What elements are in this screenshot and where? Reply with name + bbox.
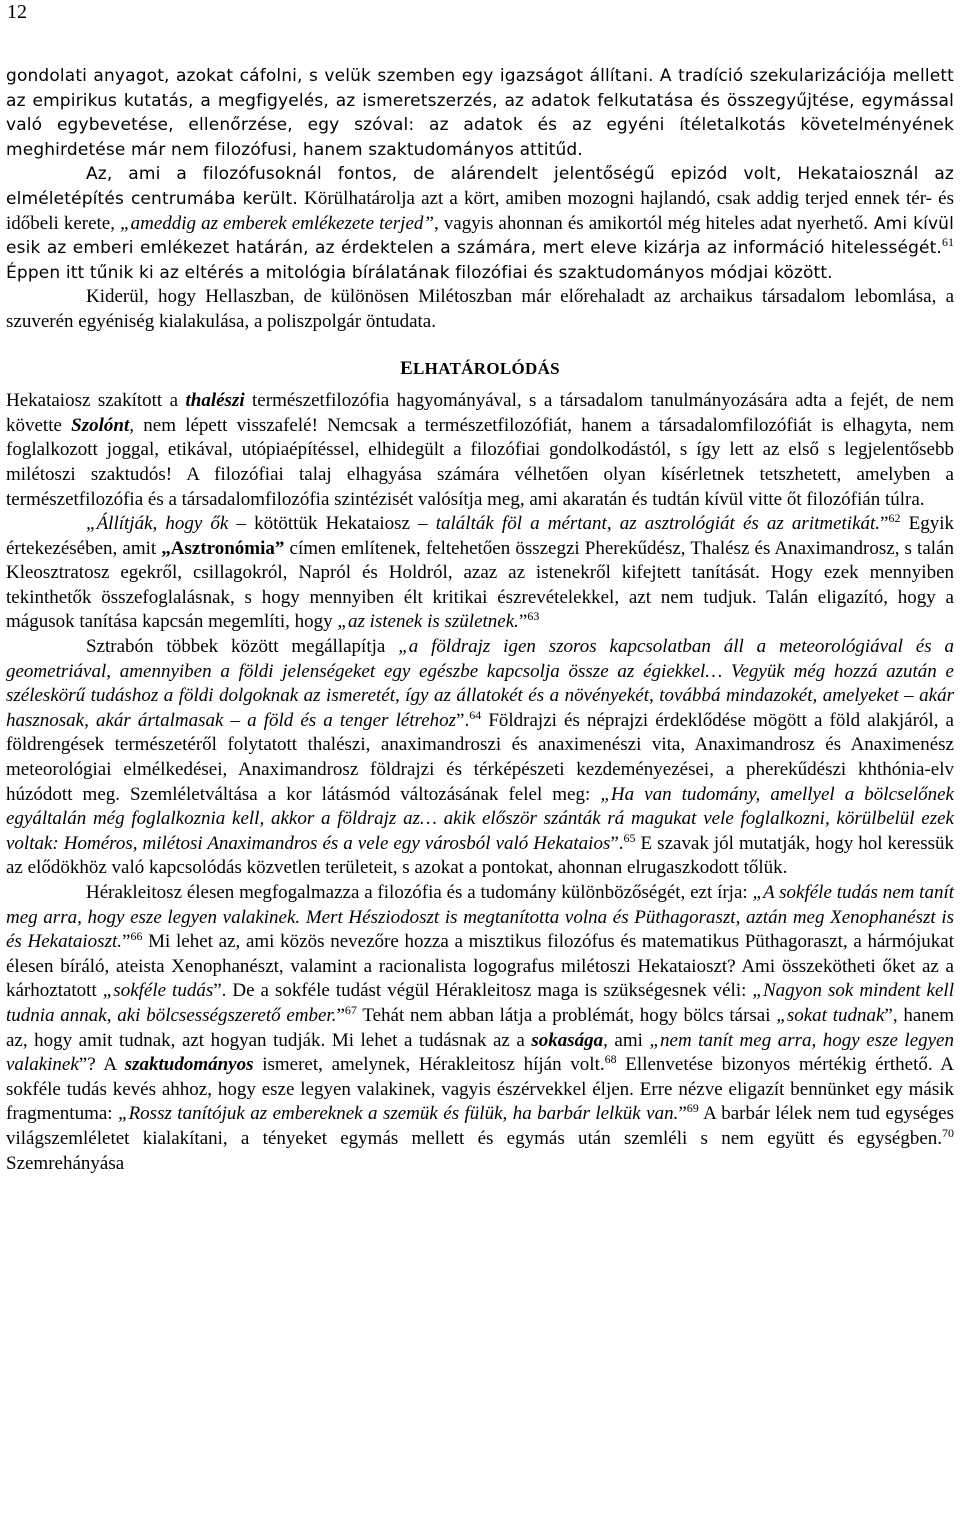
- text-run: Hérakleitosz élesen megfogalmazza a filozófia és a tudomány különbözőségét, ezt írja:: [86, 882, 753, 903]
- footnote-ref-65[interactable]: 65: [623, 830, 636, 845]
- quote-italic: találták föl a mértant, az asztrológiát és az aritmetikát.: [435, 513, 881, 535]
- text-run: E szavak jól mutatják, hogy hol keressük az elődökhöz való kapcsolódás közvetlen területeit, s azokat a pontokat, ahonnan elrugaszkodott tőlük.: [6, 832, 954, 879]
- quote-italic: „Ha van tudomány, amellyel a bölcselőnek egyáltalán még foglalkoznia kell, akkor a földrajz az… akik először szánták rá magukat vele foglalkozni, körülbelül ezek voltak: Homéros, milétosi Anaximandros és a vele egy városból való Hekataios: [6, 783, 954, 854]
- text-run: természetfilozófia hagyományával, s a társadalom tanulmányozására adta a fejét, de nem követte: [6, 390, 954, 436]
- text-run: Kiderül, hogy Hellaszban, de különösen Milétoszban már előrehaladt az archaikus társadalom lebomlása, a szuverén egyéniség kialakulása, a poliszpolgár öntudata.: [6, 286, 954, 332]
- text-run: ”: [678, 1103, 687, 1125]
- heading-rest: LHATÁROLÓDÁS: [413, 358, 560, 378]
- quote-italic: „nem tanít meg arra, hogy esze legyen valakinek: [6, 1029, 954, 1076]
- quote-italic: „a földrajz igen szoros kapcsolatban áll a meteorológiával és a geometriával, amennyiben a földi jelenségeket egy egészbe kapcsolja össze az égiekkel… Vegyük még hozzá azután e széleskörű tudáshoz a földi dolgoknak az ismeretét, így az állatokét és a növényekét, továbbá mindazokét, amelyeket – akár hasznosak, akár ártalmasak – a föld és a tenger létrehoz: [6, 636, 954, 731]
- text-run: Sztrabón többek között megállapítja: [86, 636, 399, 658]
- text-run: ”. De a sokféle tudást végül Hérakleitosz maga is szükségesnek véli:: [213, 980, 753, 1002]
- text-run: ”: [336, 1004, 345, 1026]
- text-run: Tehát nem abban látja a problémát, hogy bölcs társai: [356, 1004, 777, 1026]
- text-run: , nem lépett visszafelé! Nemcsak a természetfilozófiát, hanem a társadalomfilozófiát is elhagyta, nem foglalkozott joggal, etikával, utópiaépítéssel, elhidegült a filozófiai gondolkodástól, s így lett az első s legjelentősebb milétoszi szaktudós! A filozófiai talaj elhagyása számára vélhetően olyan kísérletnek tetszhetett, amelyben a természetfilozófia és a társadalomfilozófia szintézisét valósítja meg, ami akaratán és tudtán kívül vitte őt filozófián túlra.: [6, 414, 954, 510]
- paragraph-5: [6, 512, 954, 635]
- text-run: – kötöttük Hekataiosz –: [228, 513, 436, 535]
- text-run: ”? A: [78, 1054, 125, 1076]
- text-run: ”: [880, 513, 889, 535]
- section-heading: [6, 357, 954, 382]
- quote-italic: „Állítják, hogy ők: [86, 513, 229, 535]
- text-run: ”: [518, 611, 528, 633]
- book-title: Asztronómia: [170, 537, 275, 559]
- page-number: 12: [7, 1, 27, 23]
- quote-italic: „Rossz tanítójuk az embereknek a szemük és fülük, ha barbár lelkük van.: [118, 1103, 679, 1125]
- text-run: ”.: [610, 832, 624, 854]
- footnote-ref-63[interactable]: 63: [527, 609, 540, 624]
- footnote-ref-62[interactable]: 62: [888, 511, 901, 526]
- text-run: Mi lehet az, ami közös nevezőre hozza a misztikus filozófus és matematikus Püthagoraszt, a hármójukat élesen bíráló, ateista Xenophanészt, valamint a racionalista logografus milétoszi Hekataioszt? Ami összekötheti őket az a kárhoztatott: [6, 931, 954, 1002]
- text-run: Ellenvetése bizonyos mértékig érthető. A sokféle tudás kevés ahhoz, hogy esze legyen valakinek, vagyis észérvekkel éljen. Erre nézve eligazít bennünket egy másik fragmentuma:: [6, 1054, 954, 1125]
- text-run: ”.: [456, 709, 470, 731]
- quote-italic: „Nagyon sok mindent kell tudnia annak, aki bölcsességszerető ember.: [6, 980, 954, 1026]
- emphasis-word: thalészi: [185, 390, 245, 412]
- footnote-ref-66[interactable]: 66: [130, 929, 143, 944]
- text-run: Földrajzi és néprajzi érdeklődése mögött a föld alakjáról, a földrengések természetéről folytatott thalészi, anaximandroszi és anaximenészi vita, Anaximandrosz és Anaximenész meteorológiai elmélkedései, Anaximandrosz földrajzi és térképészeti kezdeményezései, a pherekűdészi khthónia-elv húzódott meg. Szemléletváltása a kor látásmód változásának felel meg:: [6, 709, 954, 805]
- footnote-ref-68[interactable]: 68: [604, 1052, 617, 1067]
- paragraph-4: [6, 389, 954, 512]
- text-run: A barbár lélek nem tud egységes világszemléletet kialakítani, a tényeket egymás mellett és egymás után szemléli s nem együtt és egységben.: [6, 1103, 954, 1149]
- heading-initial: E: [400, 357, 414, 379]
- emphasis-word: Szolónt: [71, 414, 130, 436]
- paragraph-2: [6, 162, 954, 285]
- text-run: „: [161, 537, 171, 559]
- text-run: Az, ami a filozófusoknál fontos, de alárendelt jelentőségű epizód volt, Hekataiosznál az elméletépítés centrumába került.: [6, 164, 954, 209]
- paragraph-3: [6, 285, 954, 334]
- emphasis-word: szaktudományos: [124, 1054, 254, 1076]
- text-run: Körülhatárolja azt a kört, amiben mozogni hajlandó, csak addig terjed ennek tér- és időbeli kerete,: [6, 187, 955, 234]
- text-run: Egyik értekezésében, amit: [6, 513, 954, 559]
- text-run: ismeret, amelynek, Hérakleitosz híján volt.: [253, 1054, 605, 1076]
- footnote-ref-69[interactable]: 69: [686, 1101, 699, 1116]
- footnote-ref-64[interactable]: 64: [469, 707, 482, 722]
- paragraph-1: [6, 64, 954, 162]
- quote-italic: „sokféle tudás: [102, 980, 214, 1002]
- text-run: Ami kívül esik az emberi emlékezet határán, az érdektelen a számára, mert eleve kizárja az információ hitelességét.: [6, 213, 954, 259]
- text-run: , ami: [603, 1029, 650, 1051]
- footnote-ref-61[interactable]: 61: [942, 235, 954, 250]
- quote-italic: „ameddig az emberek emlékezete terjed”: [120, 212, 434, 234]
- page-body: [6, 64, 954, 1176]
- paragraph-7: [6, 881, 954, 1176]
- text-run: címen említenek, feltehetően összegzi Pherekűdész, Thalész és Anaximandrosz, s talán Kleosztratosz egekről, csillagokról, Napról és Holdról, azaz az istenekről kifejtett tanítását. Hogy ezek mennyiben tekinthetők összefoglalásnak, s hogy mennyiben élt kritikai észrevételekkel, azt nem tudjuk. Talán eligazító, hogy a mágusok tanítása kapcsán megemlíti, hogy: [6, 537, 954, 633]
- text-run: gondolati anyagot, azokat cáfolni, s velük szemben egy igazságot állítani. A tradíció szekularizációja mellett az empirikus kutatás, a megfigyelés, az ismeretszerzés, az adatok felkutatása és összegyűjtése, egymással való egybevetése, ellenőrzése, egy szóval: az adatok és az egyéni ítéletalkotás követelményének meghirdetése már nem filozófusi, hanem szaktudományos attitűd.: [6, 66, 954, 160]
- text-run: Szemrehányása: [6, 1152, 125, 1174]
- quote-italic: „A sokféle tudás nem tanít meg arra, hogy esze legyen valakinek. Mert Hésziodoszt is megtanította volna és Püthagoraszt, aztán meg Xenophanészt is és Hekataioszt.: [6, 882, 955, 953]
- text-run: Éppen itt tűnik ki az eltérés a mitológia bírálatának filozófiai és szaktudományos módjai között.: [6, 262, 833, 283]
- text-run: Hekataiosz szakított a: [6, 390, 186, 412]
- quote-italic: „az istenek is születnek.: [337, 611, 519, 633]
- text-run: ”: [122, 931, 131, 953]
- footnote-ref-67[interactable]: 67: [344, 1002, 357, 1017]
- text-run: ”: [274, 537, 285, 559]
- footnote-ref-70[interactable]: 70: [942, 1125, 954, 1140]
- paragraph-6: [6, 635, 954, 881]
- text-run: , vagyis ahonnan és amikortól még hiteles adat nyerhető.: [433, 212, 869, 234]
- quote-italic: „sokat tudnak: [776, 1004, 885, 1026]
- text-run: ”, hanem az, hogy amit tudnak, azt hogyan tudják. Mi lehet a tudásnak az a: [6, 1004, 955, 1051]
- emphasis-word: sokasága: [531, 1029, 604, 1051]
